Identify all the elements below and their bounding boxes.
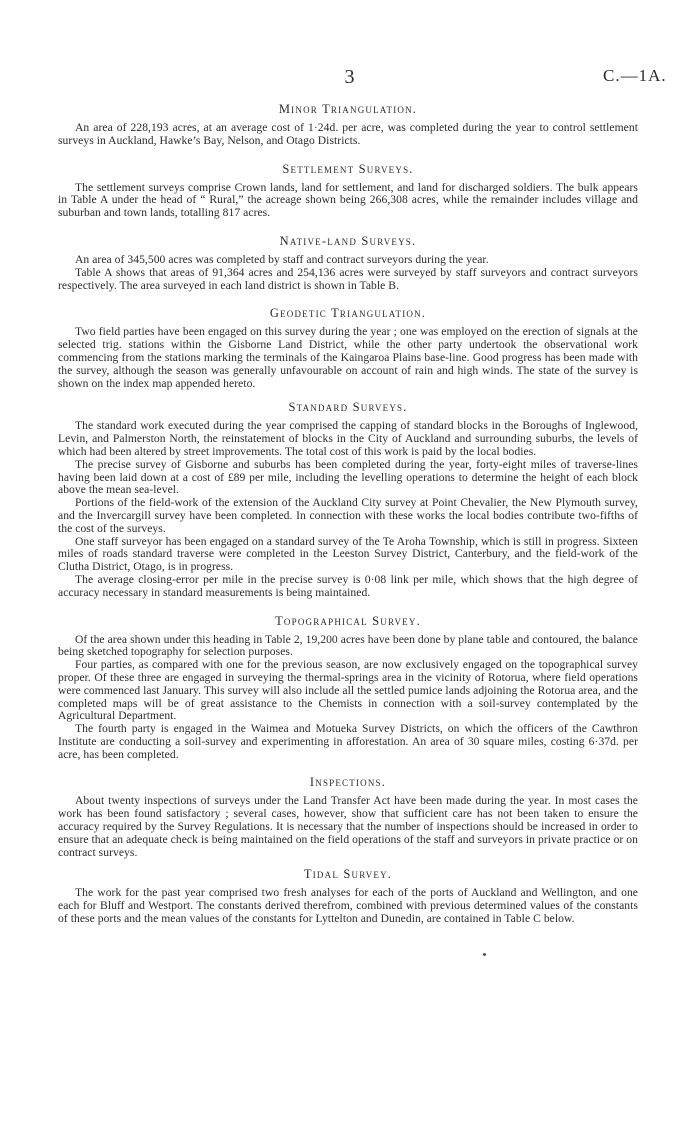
paragraph: An area of 345,500 acres was completed by staff and contract surveyors during the year. [75, 252, 489, 266]
section-heading: Inspections. [309, 775, 387, 790]
paragraph: Four parties, as compared with one for the previous season, are now exclusively engaged on the topographical survey proper. Of these three are engaged in surveying the thermal-springs area in the vicinity of Rotorua, where field operations were commenced last January. This survey will also include all the settled pumice lands adjoining the Rotorua area, and the completed maps will be of great assistance to the Chemists in connection with a soil-survey contemplated by the Agricultural Department. [58, 658, 638, 723]
paragraph: The fourth party is engaged in the Waimea and Motueka Survey Districts, on which the officers of the Cawthron Institute are conducting a soil-survey and experimenting in afforestation. An area of 30 square miles, costing 6·37d. per acre, has been completed. [58, 722, 638, 761]
section-topographical-survey [58, 614, 638, 762]
paragraph: Table A shows that areas of 91,364 acres and 254,136 acres were surveyed by staff surveyors and contract surveyors respectively. The area surveyed in each land district is shown in Table B. [58, 265, 638, 292]
paragraph: About twenty inspections of surveys under the Land Transfer Act have been made during the year. In most cases the work has been found satisfactory ; several cases, however, show that sufficient care has not been taken to ensure the accuracy required by the Survey Regulations. It is necessary that the number of inspections should be increased in order to ensure that an adequate check is being maintained on the field operations of the staff and surveyors in private practice or on contract surveys. [58, 794, 638, 859]
section-heading: Geodetic Triangulation. [269, 306, 427, 321]
section-tidal-survey [58, 867, 638, 925]
paragraph: The precise survey of Gisborne and suburbs has been completed during the year, forty-eight miles of traverse-lines having been laid down at a cost of £89 per mile, including the levelling operations to determine the height of each block above the mean sea-level. [58, 457, 638, 497]
paragraph: The settlement surveys comprise Crown lands, land for settlement, and land for discharged soldiers. The bulk appears in Table A under the head of “ Rural,” the acreage shown being 266,308 acres, while the remainder includes village and suburban and town lands, totalling 817 acres. [58, 180, 638, 220]
paragraph: One staff surveyor has been engaged on a standard survey of the Te Aroha Township, which is still in progress. Sixteen miles of roads standard traverse were completed in the Leeston Survey District, Canterbury, and the field-work of the Clutha District, Otago, is in progress. [58, 534, 638, 574]
section-heading: Tidal Survey. [303, 867, 393, 882]
section-heading: Native-land Surveys. [279, 233, 417, 248]
paragraph: The standard work executed during the year comprised the capping of standard blocks in the Boroughs of Inglewood, Levin, and Palmerston North, the reinstatement of blocks in the City of Auckland and surrounding suburbs, the levels of which had been altered by street improvements. The total cost of this work is paid by the local bodies. [58, 419, 638, 458]
section-settlement-surveys [58, 162, 638, 220]
section-heading: Minor Triangulation. [278, 102, 418, 116]
section-heading: Topographical Survey. [275, 613, 421, 628]
paragraph: The work for the past year comprised two fresh analyses for each of the ports of Auckland and Wellington, and one each for Bluff and Westport. The constants derived therefrom, combined with previous determined values of the constants of these ports and the mean values of the constants for Lyttelton and Dunedin, are contained in Table C below. [58, 886, 638, 926]
section-native-land-surveys [58, 234, 638, 292]
document-body [58, 102, 638, 926]
page-number: 3 [344, 66, 356, 88]
section-heading: Standard Surveys. [288, 400, 408, 415]
section-geodetic-triangulation [58, 306, 638, 390]
section-minor-triangulation [58, 102, 638, 148]
section-heading: Settlement Surveys. [282, 161, 414, 176]
paragraph: An area of 228,193 acres, at an average cost of 1·24d. per acre, was completed during the year to control settlement surveys in Auckland, Hawke’s Bay, Nelson, and Otago Districts. [58, 121, 638, 147]
paragraph: Two field parties have been engaged on this survey during the year ; one was employed on the erection of signals at the selected trig. stations within the Gisborne Land District, while the other party undertook the observational work commencing from the stations marking the terminals of the Kaingaroa Plains base-line. Good progress has been made with the survey, although the season was generally unfavourable on account of rain and high winds. The state of the survey is shown on the index map appended hereto. [58, 325, 638, 390]
stray-mark [483, 953, 486, 956]
document-reference: C.—1A. [603, 66, 667, 85]
section-standard-surveys [58, 400, 638, 599]
paragraph: The average closing-error per mile in the precise survey is 0·08 link per mile, which shows that the high degree of accuracy necessary in standard measurements is being maintained. [58, 572, 638, 599]
paragraph: Portions of the field-work of the extension of the Auckland City survey at Point Chevalier, the New Plymouth survey, and the Invercargill survey have been completed. In connection with these works the local bodies contribute two-fifths of the cost of the surveys. [58, 496, 638, 535]
section-inspections [58, 775, 638, 859]
paragraph: Of the area shown under this heading in Table 2, 19,200 acres have been done by plane table and contoured, the balance being sketched topography for selection purposes. [58, 632, 638, 659]
